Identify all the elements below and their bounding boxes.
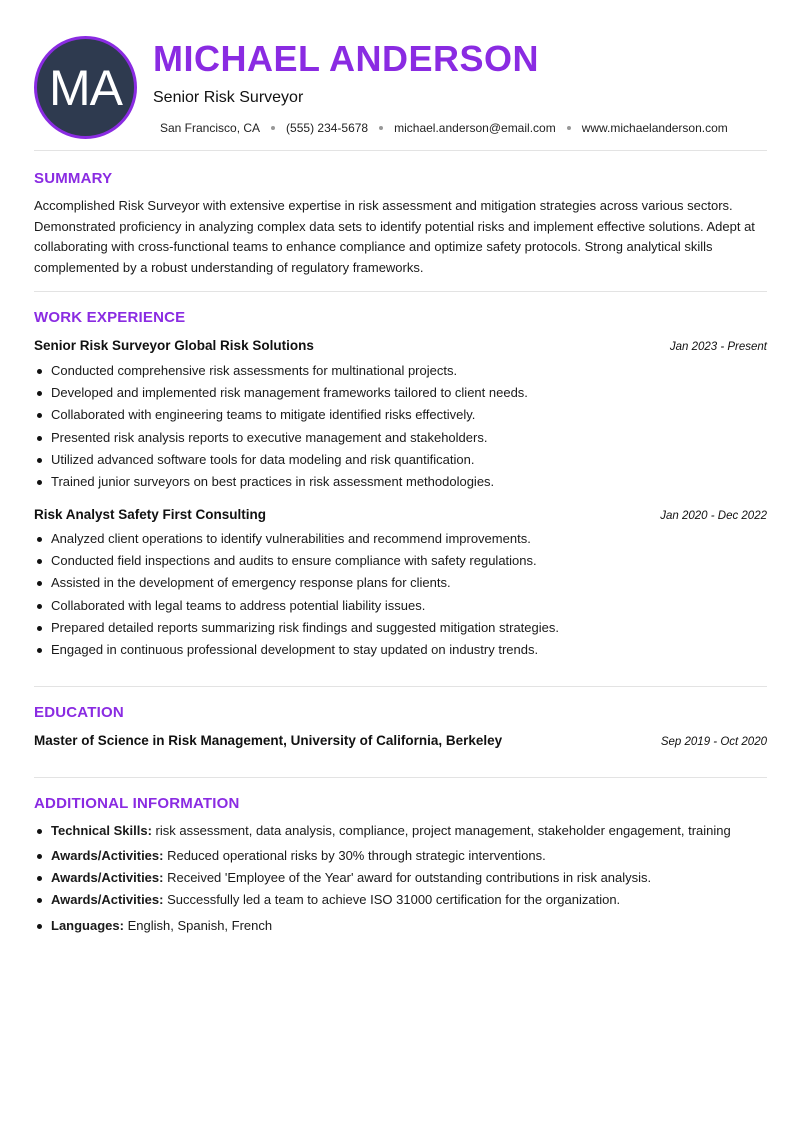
divider: [34, 291, 767, 292]
job-header: [34, 338, 767, 353]
list-item: [34, 845, 731, 867]
list-item: Conducted comprehensive risk assessments for multinational projects.: [34, 360, 528, 382]
education-heading: EDUCATION: [34, 704, 124, 721]
job-title: Senior Risk Surveyor: [153, 89, 304, 106]
job-bullets: [34, 528, 559, 661]
list-item: [34, 820, 731, 845]
contact-email[interactable]: michael.anderson@email.com: [394, 121, 556, 135]
contact-phone[interactable]: (555) 234-5678: [286, 121, 369, 135]
info-label: Technical Skills:: [51, 823, 152, 838]
divider: [34, 777, 767, 778]
list-item: Prepared detailed reports summarizing risk findings and suggested mitigation strategies.: [34, 617, 559, 639]
job-bullets: [34, 360, 528, 493]
separator-dot: [379, 126, 383, 130]
list-item: Conducted field inspections and audits to ensure compliance with safety regulations.: [34, 550, 559, 572]
avatar-initials: MA: [49, 59, 122, 116]
divider: [34, 150, 767, 151]
contact-bar: [160, 121, 728, 135]
info-label: Awards/Activities:: [51, 848, 164, 863]
education-date: Sep 2019 - Oct 2020: [660, 736, 767, 748]
list-item: Utilized advanced software tools for data modeling and risk quantification.: [34, 449, 528, 471]
list-item: Analyzed client operations to identify vulnerabilities and recommend improvements.: [34, 528, 559, 550]
candidate-name: MICHAEL ANDERSON: [153, 38, 540, 79]
list-item: [34, 867, 731, 889]
summary-text: Accomplished Risk Surveyor with extensive expertise in risk assessment and mitigation strategies across various sectors. Demonstrated proficiency in analyzing complex data sets to identify potential risks and implement effective solutions. Adept at collaborating with cross-functional teams to enhance compliance and optimize safety protocols. Strong analytical skills complemented by a robust understanding of regulatory frameworks.: [34, 198, 755, 275]
job-header: [34, 507, 767, 522]
separator-dot: [271, 126, 275, 130]
info-value: Reduced operational risks by 30% through strategic interventions.: [163, 848, 546, 863]
list-item: Collaborated with legal teams to address potential liability issues.: [34, 595, 559, 617]
list-item: Collaborated with engineering teams to mitigate identified risks effectively.: [34, 404, 528, 426]
info-value: Successfully led a team to achieve ISO 31000 certification for the organization.: [163, 892, 621, 907]
job-role: Risk Analyst Safety First Consulting: [34, 507, 267, 522]
list-item: [34, 915, 731, 937]
avatar: [34, 36, 137, 139]
separator-dot: [567, 126, 571, 130]
job-role: Senior Risk Surveyor Global Risk Solutions: [34, 338, 314, 353]
additional-list: [34, 820, 731, 937]
job-date: Jan 2020 - Dec 2022: [660, 510, 767, 522]
list-item: Developed and implemented risk management frameworks tailored to client needs.: [34, 382, 528, 404]
job-date: Jan 2023 - Present: [669, 341, 767, 353]
info-label: Awards/Activities:: [51, 870, 164, 885]
divider: [34, 686, 767, 687]
contact-location: San Francisco, CA: [160, 121, 261, 135]
info-value: risk assessment, data analysis, compliance, project management, stakeholder engagement, training: [151, 823, 731, 838]
info-value: English, Spanish, French: [123, 918, 273, 933]
education-degree: Master of Science in Risk Management, University of California, Berkeley: [34, 733, 503, 748]
info-label: Awards/Activities:: [51, 892, 164, 907]
list-item: Trained junior surveyors on best practices in risk assessment methodologies.: [34, 471, 528, 493]
list-item: Assisted in the development of emergency response plans for clients.: [34, 572, 559, 594]
info-label: Languages:: [51, 918, 124, 933]
info-value: Received 'Employee of the Year' award for outstanding contributions in risk analysis.: [163, 870, 652, 885]
additional-heading: ADDITIONAL INFORMATION: [34, 795, 240, 812]
education-entry: [34, 733, 767, 748]
contact-website[interactable]: www.michaelanderson.com: [581, 121, 728, 135]
experience-heading: WORK EXPERIENCE: [34, 309, 186, 326]
list-item: Presented risk analysis reports to executive management and stakeholders.: [34, 427, 528, 449]
list-item: Engaged in continuous professional development to stay updated on industry trends.: [34, 639, 559, 661]
summary-heading: SUMMARY: [34, 170, 113, 187]
list-item: [34, 889, 731, 915]
